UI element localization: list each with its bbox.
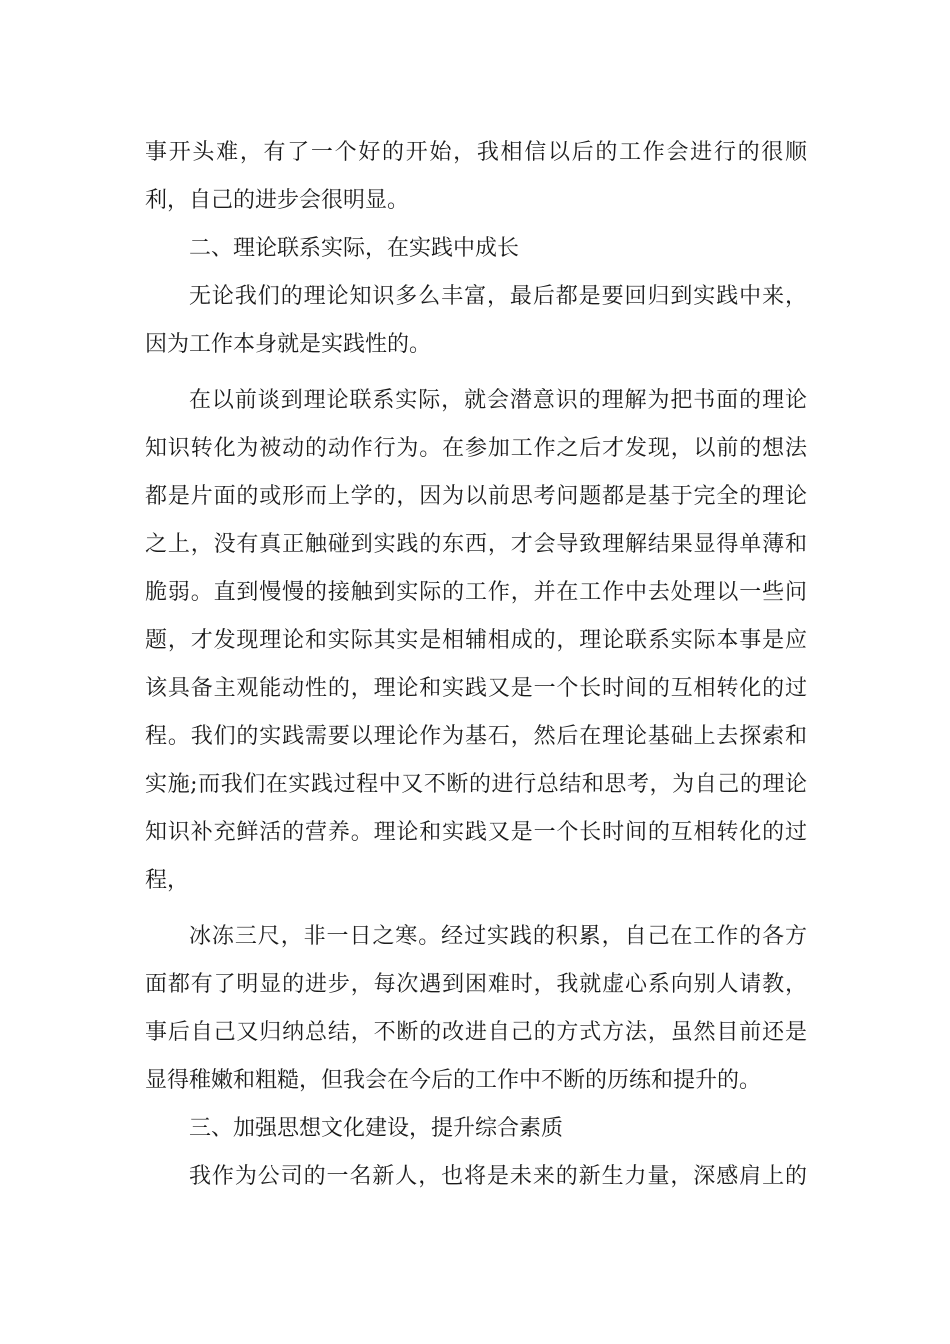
text-line: 事开头难，有了一个好的开始，我相信以后的工作会进行的很顺 xyxy=(145,140,807,165)
section-heading: 二、理论联系实际，在实践中成长 xyxy=(189,236,520,261)
text-line: 显得稚嫩和粗糙，但我会在今后的工作中不断的历练和提升的。 xyxy=(145,1068,762,1093)
text-line: 之上，没有真正触碰到实践的东西，才会导致理解结果显得单薄和 xyxy=(145,532,807,557)
text-line: 我作为公司的一名新人，也将是未来的新生力量，深感肩上的 xyxy=(189,1164,807,1189)
text-line: 因为工作本身就是实践性的。 xyxy=(145,332,432,357)
text-line: 无论我们的理论知识多么丰富，最后都是要回归到实践中来， xyxy=(189,284,807,309)
text-line: 实施;而我们在实践过程中又不断的进行总结和思考，为自己的理论 xyxy=(145,772,807,797)
text-line: 该具备主观能动性的，理论和实践又是一个长时间的互相转化的过 xyxy=(145,676,807,701)
text-line: 利，自己的进步会很明显。 xyxy=(145,188,410,213)
section-heading: 三、加强思想文化建设，提升综合素质 xyxy=(189,1116,564,1141)
text-line: 事后自己又归纳总结，不断的改进自己的方式方法，虽然目前还是 xyxy=(145,1020,807,1045)
text-line: 冰冻三尺，非一日之寒。经过实践的积累，自己在工作的各方 xyxy=(189,924,807,949)
text-line: 知识转化为被动的动作行为。在参加工作之后才发现，以前的想法 xyxy=(145,436,807,461)
text-line: 在以前谈到理论联系实际，就会潜意识的理解为把书面的理论 xyxy=(189,388,807,413)
text-line: 脆弱。直到慢慢的接触到实际的工作，并在工作中去处理以一些问 xyxy=(145,580,807,605)
text-line: 程， xyxy=(145,868,190,893)
text-line: 题，才发现理论和实际其实是相辅相成的，理论联系实际本事是应 xyxy=(145,628,807,653)
text-line: 程。我们的实践需要以理论作为基石，然后在理论基础上去探索和 xyxy=(145,724,807,749)
text-line: 面都有了明显的进步，每次遇到困难时，我就虚心系向别人请教， xyxy=(145,972,807,997)
text-line: 知识补充鲜活的营养。理论和实践又是一个长时间的互相转化的过 xyxy=(145,820,807,845)
text-line: 都是片面的或形而上学的，因为以前思考问题都是基于完全的理论 xyxy=(145,484,807,509)
